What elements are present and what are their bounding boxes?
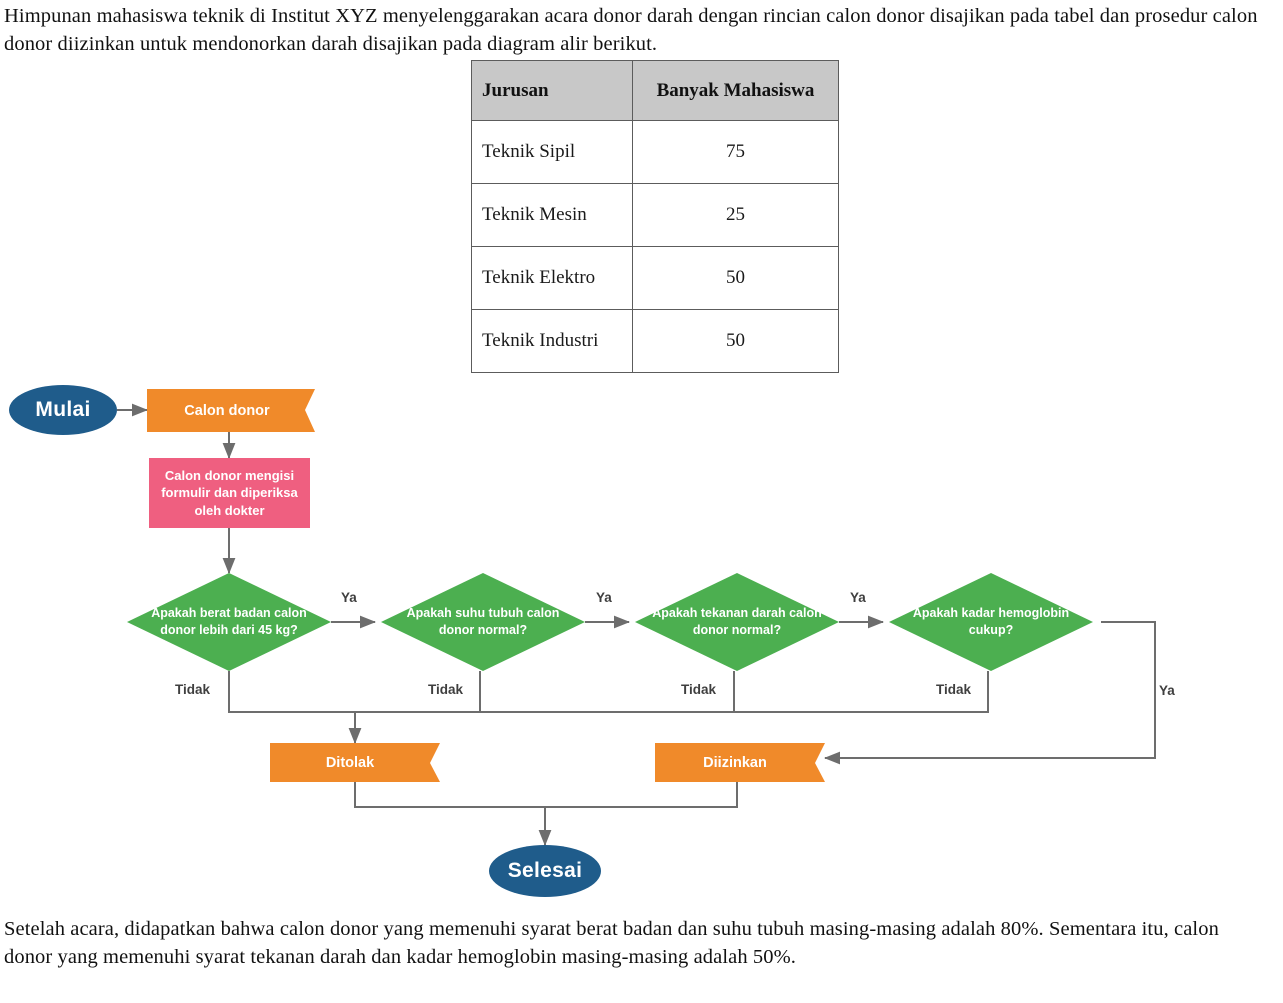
- table-cell-major: Teknik Elektro: [472, 247, 633, 310]
- flow-node-decision-blood-pressure: Apakah tekanan darah calon donor normal?: [652, 606, 822, 637]
- table-cell-count: 50: [633, 247, 839, 310]
- flowchart-connectors: [0, 375, 1283, 910]
- table-cell-count: 50: [633, 310, 839, 373]
- table-cell-major: Teknik Industri: [472, 310, 633, 373]
- table-cell-count: 25: [633, 184, 839, 247]
- edge-label-tidak-3: Tidak: [681, 682, 717, 697]
- edge-label-tidak-1: Tidak: [175, 682, 211, 697]
- table-cell-count: 75: [633, 121, 839, 184]
- table-row: [472, 184, 839, 247]
- flow-node-rejected: Ditolak: [325, 754, 375, 771]
- flow-node-decision-hemoglobin: Apakah kadar hemoglobin cukup?: [912, 606, 1070, 637]
- table-row: [472, 121, 839, 184]
- flow-node-start: Mulai: [9, 385, 117, 435]
- table-row: [472, 247, 839, 310]
- flow-node-decision-temperature: Apakah suhu tubuh calon donor normal?: [406, 606, 560, 637]
- student-count-table: [471, 60, 839, 373]
- flow-node-candidate-donor: Calon donor: [184, 402, 270, 419]
- outro-paragraph: Setelah acara, didapatkan bahwa calon donor yang memenuhi syarat berat badan dan suhu tubuh masing-masing adalah 80%. Sementara itu, calon donor yang memenuhi syarat tekanan darah dan kadar hemoglobin masing-masing adalah 50%.: [4, 918, 1219, 969]
- edge-label-ya-2: Ya: [596, 590, 612, 605]
- intro-paragraph: Himpunan mahasiswa teknik di Institut XYZ menyelenggarakan acara donor darah dengan rincian calon donor disajikan pada tabel dan prosedur calon donor diizinkan untuk mendonorkan darah disajikan pada diagram alir berikut.: [4, 5, 1258, 56]
- donor-procedure-flowchart: [0, 375, 1283, 910]
- table-header-banyak-mahasiswa: Banyak Mahasiswa: [633, 61, 839, 121]
- edge-label-ya-1: Ya: [341, 590, 357, 605]
- flow-node-fill-form: Calon donor mengisi formulir dan diperiksa oleh dokter: [149, 458, 310, 528]
- edge-label-tidak-2: Tidak: [428, 682, 464, 697]
- table-cell-major: Teknik Sipil: [472, 121, 633, 184]
- flow-node-decision-weight: Apakah berat badan calon donor lebih dari 45 kg?: [151, 606, 307, 637]
- edge-label-tidak-4: Tidak: [936, 682, 972, 697]
- table-header-row: [472, 61, 839, 121]
- edge-label-ya-3: Ya: [850, 590, 866, 605]
- table-header-jurusan: Jurusan: [472, 61, 633, 121]
- flow-node-end: Selesai: [489, 845, 601, 897]
- table-row: [472, 310, 839, 373]
- flow-node-allowed: Diizinkan: [703, 754, 767, 771]
- table-cell-major: Teknik Mesin: [472, 184, 633, 247]
- edge-label-ya-4: Ya: [1159, 683, 1175, 698]
